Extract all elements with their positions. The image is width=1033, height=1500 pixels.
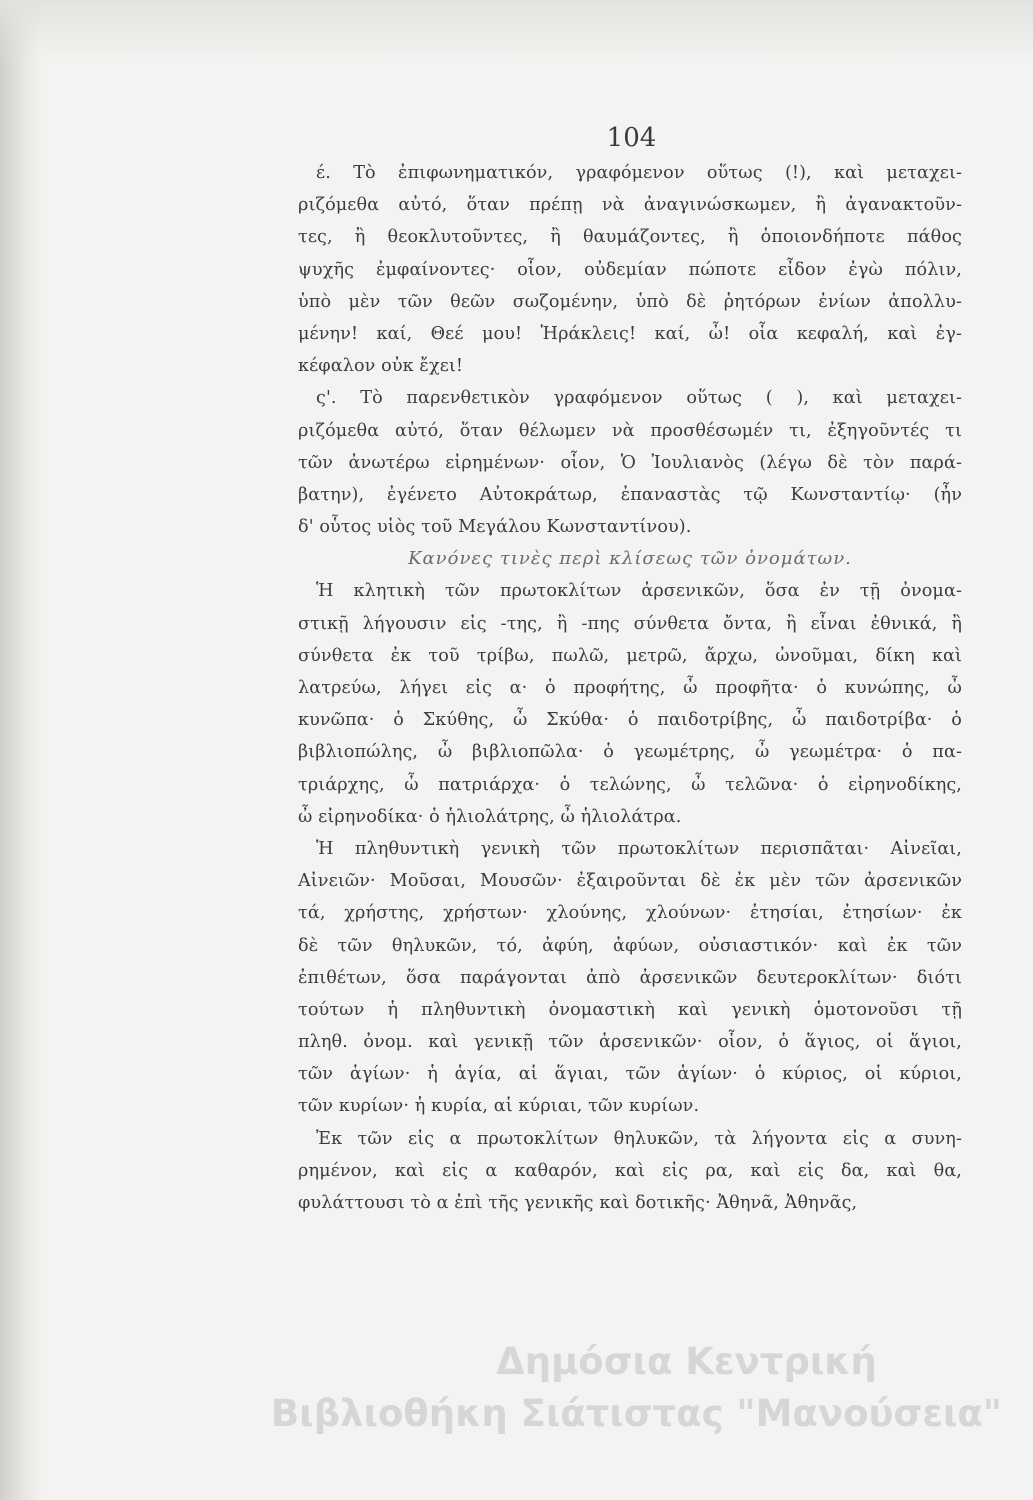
text-line: τριάρχης, ὦ πατριάρχα· ὁ τελώνης, ὦ τελῶνα· ὁ εἰρηνοδίκης, [298,774,962,795]
text-line: ὦ εἰρηνοδίκα· ὁ ἡλιολάτρης, ὦ ἡλιολάτρα. [298,806,682,827]
text-line: βατην), ἐγένετο Αὐτοκράτωρ, ἐπαναστὰς τῷ Κωνσταντίῳ· (ἦν [298,484,962,505]
text-line: μένην! καί, Θεέ μου! Ἡράκλεις! καί, ὦ! οἷα κεφαλή, καὶ ἐγ- [298,323,962,344]
text-line: βιβλιοπώλης, ὦ βιβλιοπῶλα· ὁ γεωμέτρης, ὦ γεωμέτρα· ὁ πα- [298,742,962,763]
text-line: κυνῶπα· ὁ Σκύθης, ὦ Σκύθα· ὁ παιδοτρίβης, ὦ παιδοτρίβα· ὁ [298,710,962,731]
text-line: ριζόμεθα αὐτό, ὅταν θέλωμεν νὰ προσθέσωμέν τι, ἐξηγοῦντές τι [298,420,962,441]
text-line: Ἡ κλητικὴ τῶν πρωτοκλίτων ἀρσενικῶν, ὅσα ἐν τῇ ὀνομα- [316,581,962,602]
text-line: Αἰνειῶν· Μοῦσαι, Μουσῶν· ἐξαιροῦνται δὲ ἐκ μὲν τῶν ἀρσενικῶν [298,871,962,892]
text-line: τούτων ἡ πληθυντικὴ ὀνομαστικὴ καὶ γενικὴ ὁμοτονοῦσι τῇ [298,999,962,1020]
text-line: στικῇ λήγουσιν εἰς -της, ἢ -πης σύνθετα ὄντα, ἢ εἶναι ἐθνικά, ἢ [298,613,962,634]
text-line: τῶν ἁγίων· ἡ ἁγία, αἱ ἅγιαι, τῶν ἁγίων· ὁ κύριος, οἱ κύριοι, [298,1064,962,1085]
text-line: ἐπιθέτων, ὅσα παράγονται ἀπὸ ἀρσενικῶν δευτεροκλίτων· διότι [298,967,962,988]
page-body-text [298,157,962,1219]
text-line: τά, χρήστης, χρήστων· χλούνης, χλούνων· ἐτησίαι, ἐτησίων· ἐκ [298,903,962,924]
text-line: τῶν ἀνωτέρω εἰρημένων· οἷον, Ὁ Ἰουλιανὸς (λέγω δὲ τὸν παρά- [298,452,962,473]
text-line: ρημένον, καὶ εἰς α καθαρόν, καὶ εἰς ρα, καὶ εἰς δα, καὶ θα, [298,1160,962,1181]
text-line: Ἐκ τῶν εἰς α πρωτοκλίτων θηλυκῶν, τὰ λήγοντα εἰς α συνη- [316,1128,962,1149]
text-line: πληθ. ὀνομ. καὶ γενικῇ τῶν ἀρσενικῶν· οἷον, ὁ ἅγιος, οἱ ἅγιοι, [298,1032,962,1053]
text-line: σύνθετα ἐκ τοῦ τρίβω, πωλῶ, μετρῶ, ἄρχω, ὠνοῦμαι, δίκη καὶ [298,645,962,666]
text-line: δ' οὗτος υἱὸς τοῦ Μεγάλου Κωνσταντίνου). [298,517,692,538]
watermark-line-2: Βιβλιοθήκη Σιάτιστας "Μανούσεια" [270,1392,1003,1435]
text-line: έ. Τὸ ἐπιφωνηματικόν, γραφόμενον οὕτως (!), καὶ μεταχει- [316,163,962,183]
text-line: ριζόμεθα αὐτό, ὅταν πρέπῃ νὰ ἀναγινώσκωμεν, ἢ ἀγανακτοῦν- [298,195,962,216]
page-top-shadow [0,0,1033,60]
text-line: Ἡ πληθυντικὴ γενικὴ τῶν πρωτοκλίτων περισπᾶται· Αἰνεῖαι, [316,838,962,859]
text-line: τῶν κυρίων· ἡ κυρία, αἱ κύριαι, τῶν κυρίων. [298,1096,700,1117]
text-line: λατρεύω, λήγει εἰς α· ὁ προφήτης, ὦ προφῆτα· ὁ κυνώπης, ὦ [298,678,962,698]
text-line: κέφαλον οὐκ ἔχει! [298,356,464,377]
page-number: 104 [606,123,657,153]
text-line: φυλάττουσι τὸ α ἐπὶ τῆς γενικῆς καὶ δοτικῆς· Ἀθηνᾶ, Ἀθηνᾶς, [298,1193,858,1213]
section-heading: Κανόνες τινὲς περὶ κλίσεως τῶν ὀνομάτων. [408,548,852,570]
text-line: δὲ τῶν θηλυκῶν, τό, ἀφύη, ἀφύων, οὐσιαστικόν· καὶ ἐκ τῶν [298,935,962,956]
text-line: ψυχῆς ἐμφαίνοντες· οἷον, οὐδεμίαν πώποτε εἶδον ἐγὼ πόλιν, [298,259,962,280]
text-line: ς'. Τὸ παρενθετικὸν γραφόμενον οὕτως ( ), καὶ μεταχει- [316,388,962,409]
watermark-line-1: Δημόσια Κεντρική [496,1340,877,1383]
text-line: τες, ἢ θεοκλυτοῦντες, ἢ θαυμάζοντες, ἢ ὁποιονδήποτε πάθος [298,227,962,248]
text-line: ὑπὸ μὲν τῶν θεῶν σωζομένην, ὑπὸ δὲ ῥητόρων ἐνίων ἀπολλυ- [298,291,962,312]
page-gutter-shadow [0,0,42,1500]
